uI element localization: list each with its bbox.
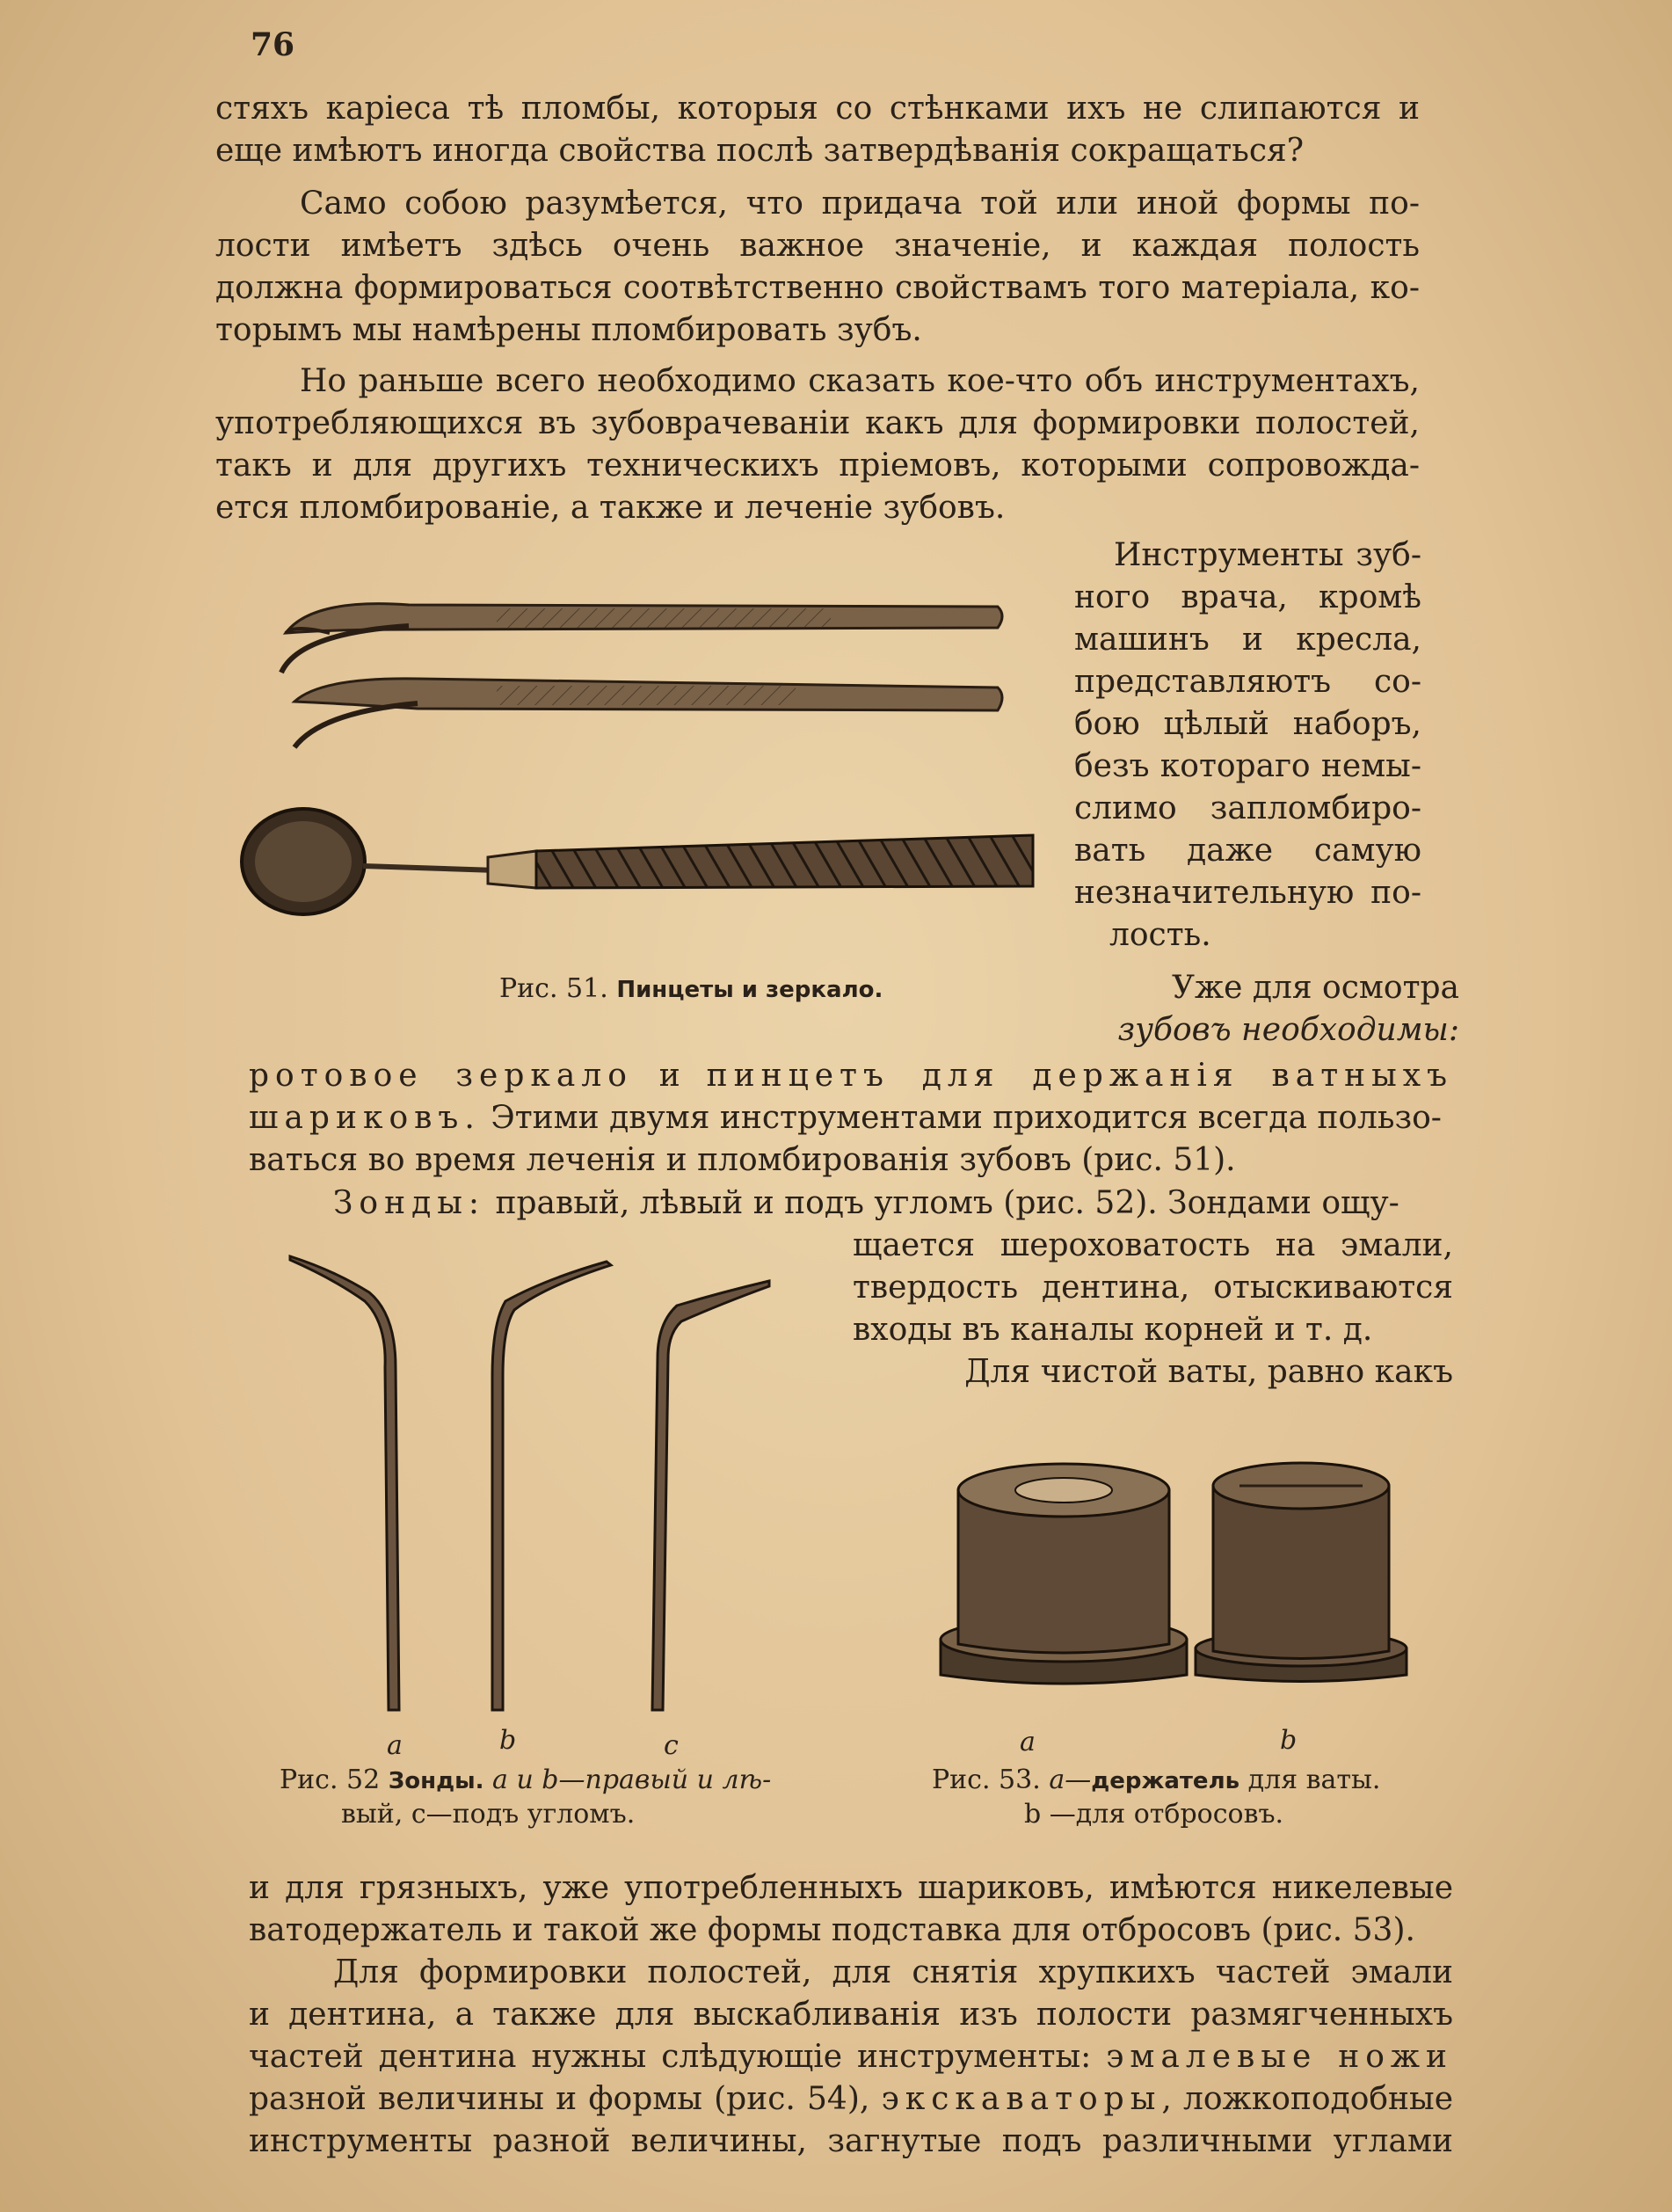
text-line: незначительную по- — [1074, 875, 1421, 911]
text-line: ватодержатель и такой же формы подставка для отбросовъ (рис. 53). — [249, 1912, 1415, 1948]
text-line: лость. — [1109, 917, 1211, 953]
text-run: и — [632, 1058, 707, 1094]
figure-number: Рис. 51. — [499, 973, 608, 1004]
text-line — [249, 1055, 1453, 1097]
figure-title: держатель — [1091, 1768, 1240, 1794]
figure-51-caption — [499, 972, 883, 1007]
page-number: 76 — [251, 26, 295, 63]
side-column-instruments — [1074, 535, 1421, 957]
text-line: вать даже самую — [1074, 833, 1421, 869]
paragraph-mirror-tweezers — [249, 1055, 1453, 1182]
text-line: Инструменты зуб- — [1114, 537, 1421, 573]
text-line: слимо запломбиро- — [1074, 790, 1421, 826]
paragraph-zondy-cont — [853, 1225, 1453, 1393]
figure-title: Зонды. — [388, 1768, 484, 1794]
text-run: Этими двумя инструментами приходится всегда пользо- — [480, 1100, 1442, 1136]
paragraph-cotton-holders — [249, 1867, 1453, 1952]
text-line: стяхъ каріеса тѣ пломбы, которыя со стѣнками ихъ не слипаются и — [215, 91, 1420, 127]
paragraph-zondy-first — [249, 1182, 1453, 1225]
text-line — [249, 2036, 1453, 2078]
caption-line: b —для отбросовъ. — [1024, 1799, 1284, 1830]
tweezers-2 — [294, 679, 1002, 747]
text-line: должна формироваться соотвѣтственно свойствамъ того матеріала, ко- — [215, 270, 1420, 306]
text-line: еще имѣютъ иногда свойства послѣ затвердѣванія сокращаться? — [215, 133, 1304, 169]
text-run: частей дентина нужны слѣдующіе инструменты: — [249, 2039, 1107, 2075]
text-line — [249, 1182, 1453, 1225]
figure-number: Рис. 52 — [280, 1765, 381, 1795]
top-paragraph-continuation — [215, 88, 1420, 172]
text-line: ется пломбированіе, а также и леченіе зубовъ. — [215, 490, 1006, 526]
cotton-holder-b — [1196, 1463, 1407, 1682]
spaced-term: шариковъ. — [249, 1100, 481, 1136]
spaced-term: экскаваторы — [881, 2081, 1162, 2117]
probe-c — [652, 1281, 769, 1710]
text-line — [249, 2078, 1453, 2121]
text-line: Но раньше всего необходимо сказать кое-что объ инструментахъ, — [300, 363, 1420, 399]
text-line: такъ и для другихъ техническихъ пріемовъ, которыми сопровожда- — [215, 447, 1420, 484]
probe-b — [492, 1262, 611, 1710]
text-line: и дентина, а также для выскабливанія изъ полости размягченныхъ — [249, 1997, 1453, 2033]
probe-a — [290, 1256, 399, 1710]
text-line: Само собою разумѣется, что придача той или иной формы по- — [300, 186, 1420, 222]
probe-label-b: b — [499, 1725, 517, 1756]
text-line: твердость дентина, отыскиваются — [853, 1270, 1453, 1306]
figure-number: Рис. 53. — [932, 1765, 1041, 1795]
osmotr-lines — [1112, 967, 1459, 1051]
spaced-term: пинцетъ для держанія ватныхъ — [706, 1058, 1453, 1094]
paragraph-polost-form — [215, 183, 1420, 352]
cotton-holder-a — [941, 1464, 1187, 1684]
text-line: торымъ мы намѣрены пломбировать зубъ. — [215, 312, 922, 348]
caption-text: для ваты. — [1239, 1765, 1381, 1795]
text-line: безъ котораго немы- — [1074, 748, 1421, 784]
text-line: употребляющихся въ зубоврачеваніи какъ для формировки полостей, — [215, 405, 1420, 441]
figure-52-probes — [281, 1253, 791, 1710]
text-line: Для формировки полостей, для снятія хрупкихъ частей эмали — [333, 1954, 1453, 1990]
caption-text: a— — [1049, 1765, 1092, 1795]
text-run: разной величины и формы (рис. 54), — [249, 2081, 882, 2117]
paragraph-instruments-intro — [215, 360, 1420, 529]
paragraph-cavity-instruments — [249, 1952, 1453, 2163]
spaced-term: Зонды: — [333, 1185, 486, 1221]
text-line: представляютъ со- — [1074, 664, 1421, 700]
figure-52-caption — [280, 1764, 771, 1831]
text-line: щается шероховатость на эмали, — [853, 1227, 1453, 1263]
text-line: машинъ и кресла, — [1074, 622, 1421, 658]
text-line: и для грязныхъ, уже употребленныхъ шариковъ, имѣются никелевые — [249, 1870, 1453, 1906]
spaced-term: эмалевые ножи — [1106, 2039, 1454, 2075]
text-run: , ложкоподобные — [1161, 2081, 1454, 2117]
figure-53-caption — [932, 1764, 1380, 1831]
figure-title: Пинцеты и зеркало. — [616, 977, 883, 1003]
figure-51-tweezers-and-mirror — [233, 571, 1042, 958]
tweezers-1 — [281, 604, 1002, 673]
spaced-term: ротовое зеркало — [249, 1058, 633, 1094]
holder-label-b: b — [1280, 1725, 1298, 1756]
text-line: входы въ каналы корней и т. д. — [853, 1312, 1373, 1348]
text-line: лости имѣетъ здѣсь очень важное значеніе, и каждая полость — [215, 228, 1420, 264]
text-line: ваться во время леченія и пломбированія зубовъ (рис. 51). — [249, 1142, 1236, 1178]
text-line — [249, 1097, 1453, 1139]
figure-53-cotton-holders — [932, 1451, 1424, 1697]
caption-line — [280, 1764, 771, 1798]
caption-text: a и b—правый и лѣ- — [492, 1765, 772, 1795]
dental-mirror — [242, 809, 1033, 914]
probe-label-c: c — [664, 1730, 679, 1761]
text-line: Для чистой ваты, равно какъ — [964, 1354, 1453, 1390]
caption-line — [932, 1764, 1380, 1798]
text-run: правый, лѣвый и подъ угломъ (рис. 52). Зондами ощу- — [485, 1185, 1399, 1221]
probe-label-a: a — [387, 1730, 403, 1761]
caption-line: вый, c—подъ угломъ. — [341, 1799, 636, 1830]
text-line: инструменты разной величины, загнутые подъ различными углами — [249, 2123, 1453, 2159]
text-line: зубовъ необходимы: — [1117, 1012, 1459, 1048]
text-line: ного врача, кромѣ — [1074, 579, 1421, 615]
text-line: бою цѣлый наборъ, — [1074, 706, 1421, 742]
holder-label-a: a — [1020, 1727, 1036, 1757]
text-line: Уже для осмотра — [1171, 970, 1459, 1006]
